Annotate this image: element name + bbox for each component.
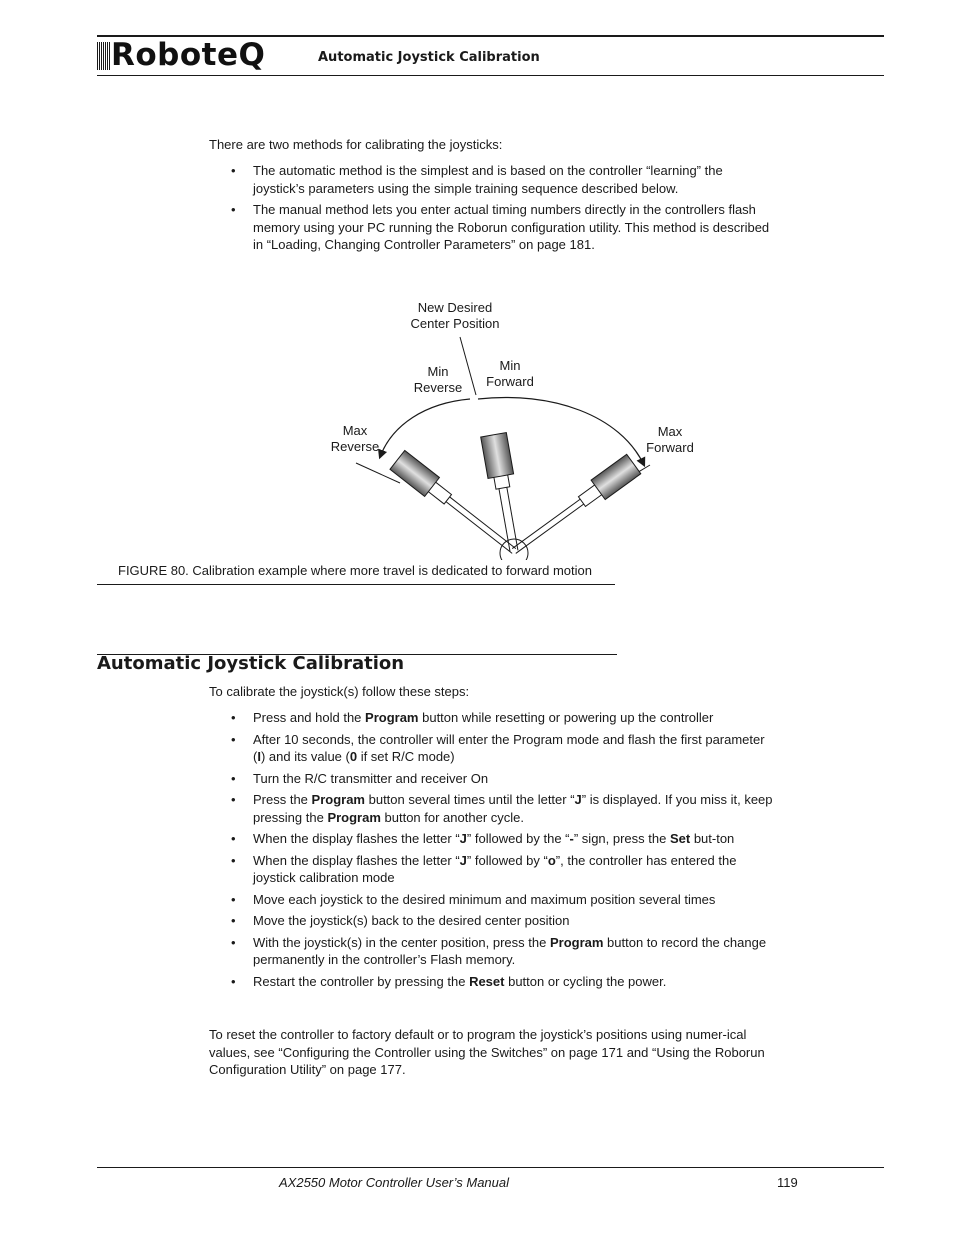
roboteq-logo [97,37,272,74]
label-max-forward: Max Forward [646,424,694,455]
step-text: but-ton [690,831,735,846]
joystick-calibration-figure [320,295,710,560]
caption-rule [97,584,615,585]
step-text: button while resetting or powering up the controller [418,710,714,725]
step-text: With the joystick(s) in the center position, press the [253,934,550,950]
step-bold-text: 0 [349,749,358,764]
joystick-max-forward [507,454,641,560]
label-max-reverse: Max Reverse [330,423,380,454]
intro-bullet: • The automatic method is the simplest and is based on the controller “learning” the joystick’s parameters using the simple training sequence described below. [231,162,776,197]
calibration-step [231,830,776,848]
step-text: button for another cycle. [380,809,524,825]
calibration-step [231,973,776,991]
step-text: When the display flashes the letter “ [253,852,460,868]
step-text: Move the joystick(s) back to the desired center position [253,913,570,928]
step-text: Press the [253,792,312,807]
calibration-step [231,731,776,766]
calibration-step [231,934,776,969]
step-text: ) and its value ( [260,749,350,764]
step-text: Move each joystick to the desired minimum and maximum position several times [253,891,716,907]
step-bold-text: I [257,749,261,764]
step-text: ” is displayed. If you miss it, keep pressing the [253,792,773,825]
calibration-step [231,770,776,788]
intro-bullet-list [231,162,776,258]
calibration-step [231,852,776,887]
reverse-arc [380,399,470,457]
step-text: ” sign, press the [573,831,670,846]
step-bold-text: J [459,831,467,846]
calibration-step [231,709,776,727]
step-text: button several times until the letter “ [365,792,575,807]
step-bold-text: Set [669,831,691,846]
step-bold-text: Program [311,792,365,807]
calibration-step [231,791,776,826]
step-text: When the display flashes the letter “ [253,831,460,846]
closing-paragraph: To reset the controller to factory default or to program the joystick’s positions using numer-ical values, see “Configuring the Controller using the Switches” on page 171 and “Using the Roborun Configuration Utility” on page 177. [209,1027,765,1077]
step-bold-text: Reset [469,973,505,989]
step-bold-text: Program [549,934,604,950]
step-bold-text: Program [365,710,419,725]
step-text: Turn the R/C transmitter and receiver On [253,770,489,786]
label-min-forward: Min Forward [486,358,534,389]
logo-text: RoboteQ [111,37,266,73]
step-text: ”, the controller has entered the joystick calibration mode [253,852,737,885]
intro-lead: There are two methods for calibrating the joysticks: [209,137,503,152]
step-text: Restart the controller by pressing the [253,973,470,989]
step-text: button or cycling the power. [504,973,667,989]
page-number: 119 [777,1175,798,1190]
pivot-base [500,539,528,560]
step-text: if set R/C mode) [357,749,455,764]
step-bold-text: J [574,792,582,807]
step-text: ” followed by “ [466,852,548,868]
step-bold-text: Program [327,809,381,825]
calibration-step [231,912,776,930]
step-bold-text: J [459,852,467,868]
footer-rule [97,1167,884,1168]
joystick-center [481,433,527,554]
label-min-reverse: Min Reverse [413,364,463,395]
calibration-step [231,891,776,909]
step-text: Press and hold the [253,710,366,725]
step-bold-text: - [569,831,574,846]
step-bold-text: o [547,852,556,868]
header-title: Automatic Joystick Calibration [318,50,540,65]
header-bottom-rule [97,75,884,76]
intro-bullet: • The manual method lets you enter actual timing numbers directly in the controllers flash memory using your PC running the Roborun configuration utility. This method is described in “Loading, Changing Controller Parameters” on page 181. [231,201,776,254]
section-lead: To calibrate the joystick(s) follow these steps: [209,684,470,699]
calibration-steps-list [231,709,776,994]
section-heading: Automatic Joystick Calibration [97,653,405,674]
logo-stripes [97,42,111,70]
step-text: After 10 seconds, the controller will enter the Program mode and flash the first parameter ( [253,731,765,764]
step-text: ” followed by the “ [466,831,570,846]
label-new-center: New Desired Center Position [410,300,500,331]
footer-manual-title: AX2550 Motor Controller User’s Manual [279,1175,510,1190]
step-text: button to record the change permanently in the controller’s Flash memory. [253,934,767,967]
figure-caption: FIGURE 80. Calibration example where more travel is dedicated to forward motion [118,563,592,578]
